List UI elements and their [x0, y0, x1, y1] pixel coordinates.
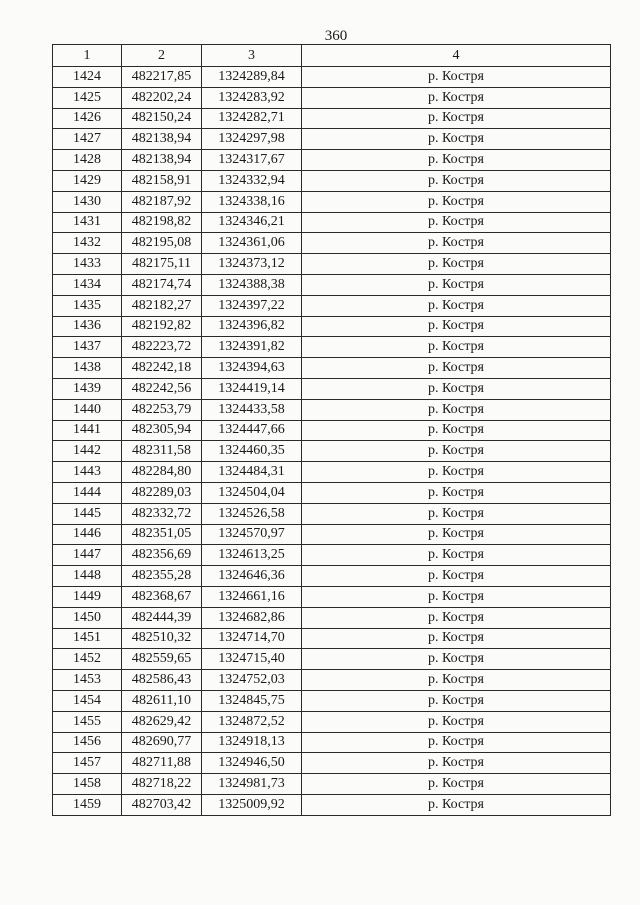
y-coordinate-cell: 1324297,98 [202, 129, 302, 150]
point-number-cell: 1440 [53, 399, 122, 420]
point-number-cell: 1441 [53, 420, 122, 441]
point-number-cell: 1452 [53, 649, 122, 670]
table-row [53, 87, 611, 108]
table-row [53, 67, 611, 88]
description-cell: р. Костря [302, 441, 611, 462]
y-coordinate-cell: 1324283,92 [202, 87, 302, 108]
y-coordinate-cell: 1324484,31 [202, 462, 302, 483]
point-number-cell: 1442 [53, 441, 122, 462]
column-header-3: 3 [202, 45, 302, 67]
point-number-cell: 1436 [53, 316, 122, 337]
x-coordinate-cell: 482703,42 [122, 794, 202, 815]
y-coordinate-cell: 1324397,22 [202, 295, 302, 316]
page-number: 360 [324, 28, 348, 44]
description-cell: р. Костря [302, 586, 611, 607]
y-coordinate-cell: 1324373,12 [202, 254, 302, 275]
table-row [53, 545, 611, 566]
point-number-cell: 1449 [53, 586, 122, 607]
point-number-cell: 1433 [53, 254, 122, 275]
x-coordinate-cell: 482175,11 [122, 254, 202, 275]
x-coordinate-cell: 482559,65 [122, 649, 202, 670]
x-coordinate-cell: 482202,24 [122, 87, 202, 108]
table-row [53, 212, 611, 233]
x-coordinate-cell: 482187,92 [122, 191, 202, 212]
point-number-cell: 1444 [53, 482, 122, 503]
point-number-cell: 1434 [53, 274, 122, 295]
y-coordinate-cell: 1324396,82 [202, 316, 302, 337]
point-number-cell: 1455 [53, 711, 122, 732]
table-row [53, 358, 611, 379]
column-header-1: 1 [53, 45, 122, 67]
x-coordinate-cell: 482223,72 [122, 337, 202, 358]
table-row [53, 670, 611, 691]
y-coordinate-cell: 1324872,52 [202, 711, 302, 732]
point-number-cell: 1435 [53, 295, 122, 316]
x-coordinate-cell: 482332,72 [122, 503, 202, 524]
y-coordinate-cell: 1324394,63 [202, 358, 302, 379]
description-cell: р. Костря [302, 170, 611, 191]
x-coordinate-cell: 482718,22 [122, 774, 202, 795]
point-number-cell: 1429 [53, 170, 122, 191]
table-row [53, 399, 611, 420]
table-row [53, 170, 611, 191]
table-row [53, 316, 611, 337]
column-header-4: 4 [302, 45, 611, 67]
point-number-cell: 1459 [53, 794, 122, 815]
y-coordinate-cell: 1324433,58 [202, 399, 302, 420]
description-cell: р. Костря [302, 628, 611, 649]
description-cell: р. Костря [302, 316, 611, 337]
x-coordinate-cell: 482305,94 [122, 420, 202, 441]
table-row [53, 420, 611, 441]
y-coordinate-cell: 1324460,35 [202, 441, 302, 462]
y-coordinate-cell: 1324289,84 [202, 67, 302, 88]
table-row [53, 503, 611, 524]
x-coordinate-cell: 482150,24 [122, 108, 202, 129]
x-coordinate-cell: 482284,80 [122, 462, 202, 483]
point-number-cell: 1430 [53, 191, 122, 212]
description-cell: р. Костря [302, 690, 611, 711]
y-coordinate-cell: 1324388,38 [202, 274, 302, 295]
y-coordinate-cell: 1324338,16 [202, 191, 302, 212]
y-coordinate-cell: 1324526,58 [202, 503, 302, 524]
description-cell: р. Костря [302, 753, 611, 774]
x-coordinate-cell: 482198,82 [122, 212, 202, 233]
x-coordinate-cell: 482690,77 [122, 732, 202, 753]
description-cell: р. Костря [302, 358, 611, 379]
description-cell: р. Костря [302, 711, 611, 732]
point-number-cell: 1451 [53, 628, 122, 649]
table-row [53, 441, 611, 462]
point-number-cell: 1424 [53, 67, 122, 88]
table-row [53, 690, 611, 711]
y-coordinate-cell: 1324419,14 [202, 378, 302, 399]
point-number-cell: 1425 [53, 87, 122, 108]
y-coordinate-cell: 1324346,21 [202, 212, 302, 233]
coordinates-table [52, 44, 611, 816]
x-coordinate-cell: 482351,05 [122, 524, 202, 545]
point-number-cell: 1439 [53, 378, 122, 399]
table-row [53, 753, 611, 774]
point-number-cell: 1446 [53, 524, 122, 545]
y-coordinate-cell: 1324504,04 [202, 482, 302, 503]
point-number-cell: 1454 [53, 690, 122, 711]
table-row [53, 649, 611, 670]
table-row [53, 524, 611, 545]
point-number-cell: 1432 [53, 233, 122, 254]
point-number-cell: 1428 [53, 150, 122, 171]
point-number-cell: 1453 [53, 670, 122, 691]
table-row [53, 150, 611, 171]
y-coordinate-cell: 1324447,66 [202, 420, 302, 441]
table-row [53, 711, 611, 732]
y-coordinate-cell: 1324752,03 [202, 670, 302, 691]
point-number-cell: 1438 [53, 358, 122, 379]
point-number-cell: 1450 [53, 607, 122, 628]
table-row [53, 607, 611, 628]
x-coordinate-cell: 482586,43 [122, 670, 202, 691]
description-cell: р. Костря [302, 295, 611, 316]
table-row [53, 108, 611, 129]
table-row [53, 254, 611, 275]
y-coordinate-cell: 1324282,71 [202, 108, 302, 129]
description-cell: р. Костря [302, 524, 611, 545]
point-number-cell: 1443 [53, 462, 122, 483]
description-cell: р. Костря [302, 378, 611, 399]
table-row [53, 191, 611, 212]
x-coordinate-cell: 482242,18 [122, 358, 202, 379]
x-coordinate-cell: 482138,94 [122, 129, 202, 150]
x-coordinate-cell: 482182,27 [122, 295, 202, 316]
table-row [53, 732, 611, 753]
y-coordinate-cell: 1324918,13 [202, 732, 302, 753]
table-row [53, 274, 611, 295]
description-cell: р. Костря [302, 274, 611, 295]
table-row [53, 462, 611, 483]
x-coordinate-cell: 482311,58 [122, 441, 202, 462]
description-cell: р. Костря [302, 607, 611, 628]
description-cell: р. Костря [302, 482, 611, 503]
description-cell: р. Костря [302, 503, 611, 524]
description-cell: р. Костря [302, 774, 611, 795]
y-coordinate-cell: 1324714,70 [202, 628, 302, 649]
description-cell: р. Костря [302, 649, 611, 670]
y-coordinate-cell: 1324570,97 [202, 524, 302, 545]
description-cell: р. Костря [302, 545, 611, 566]
point-number-cell: 1431 [53, 212, 122, 233]
description-cell: р. Костря [302, 670, 611, 691]
x-coordinate-cell: 482253,79 [122, 399, 202, 420]
header-row [53, 45, 611, 67]
point-number-cell: 1457 [53, 753, 122, 774]
x-coordinate-cell: 482289,03 [122, 482, 202, 503]
y-coordinate-cell: 1324332,94 [202, 170, 302, 191]
x-coordinate-cell: 482355,28 [122, 566, 202, 587]
description-cell: р. Костря [302, 233, 611, 254]
point-number-cell: 1427 [53, 129, 122, 150]
table-row [53, 586, 611, 607]
point-number-cell: 1437 [53, 337, 122, 358]
description-cell: р. Костря [302, 337, 611, 358]
x-coordinate-cell: 482242,56 [122, 378, 202, 399]
point-number-cell: 1447 [53, 545, 122, 566]
y-coordinate-cell: 1324646,36 [202, 566, 302, 587]
x-coordinate-cell: 482444,39 [122, 607, 202, 628]
table-body [53, 67, 611, 816]
table-row [53, 628, 611, 649]
table-row [53, 482, 611, 503]
x-coordinate-cell: 482510,32 [122, 628, 202, 649]
x-coordinate-cell: 482138,94 [122, 150, 202, 171]
table-row [53, 566, 611, 587]
description-cell: р. Костря [302, 212, 611, 233]
x-coordinate-cell: 482158,91 [122, 170, 202, 191]
point-number-cell: 1445 [53, 503, 122, 524]
x-coordinate-cell: 482611,10 [122, 690, 202, 711]
y-coordinate-cell: 1324946,50 [202, 753, 302, 774]
description-cell: р. Костря [302, 399, 611, 420]
description-cell: р. Костря [302, 794, 611, 815]
description-cell: р. Костря [302, 462, 611, 483]
y-coordinate-cell: 1324317,67 [202, 150, 302, 171]
point-number-cell: 1456 [53, 732, 122, 753]
y-coordinate-cell: 1325009,92 [202, 794, 302, 815]
description-cell: р. Костря [302, 87, 611, 108]
point-number-cell: 1458 [53, 774, 122, 795]
description-cell: р. Костря [302, 129, 611, 150]
table-row [53, 129, 611, 150]
table-row [53, 233, 611, 254]
y-coordinate-cell: 1324981,73 [202, 774, 302, 795]
description-cell: р. Костря [302, 420, 611, 441]
x-coordinate-cell: 482711,88 [122, 753, 202, 774]
table-row [53, 295, 611, 316]
y-coordinate-cell: 1324845,75 [202, 690, 302, 711]
description-cell: р. Костря [302, 566, 611, 587]
x-coordinate-cell: 482195,08 [122, 233, 202, 254]
y-coordinate-cell: 1324682,86 [202, 607, 302, 628]
table-row [53, 774, 611, 795]
y-coordinate-cell: 1324613,25 [202, 545, 302, 566]
x-coordinate-cell: 482174,74 [122, 274, 202, 295]
description-cell: р. Костря [302, 67, 611, 88]
x-coordinate-cell: 482356,69 [122, 545, 202, 566]
description-cell: р. Костря [302, 108, 611, 129]
y-coordinate-cell: 1324391,82 [202, 337, 302, 358]
y-coordinate-cell: 1324661,16 [202, 586, 302, 607]
description-cell: р. Костря [302, 254, 611, 275]
table-row [53, 337, 611, 358]
point-number-cell: 1448 [53, 566, 122, 587]
y-coordinate-cell: 1324715,40 [202, 649, 302, 670]
x-coordinate-cell: 482368,67 [122, 586, 202, 607]
table-row [53, 794, 611, 815]
point-number-cell: 1426 [53, 108, 122, 129]
table-row [53, 378, 611, 399]
description-cell: р. Костря [302, 732, 611, 753]
description-cell: р. Костря [302, 191, 611, 212]
description-cell: р. Костря [302, 150, 611, 171]
column-header-2: 2 [122, 45, 202, 67]
x-coordinate-cell: 482192,82 [122, 316, 202, 337]
y-coordinate-cell: 1324361,06 [202, 233, 302, 254]
x-coordinate-cell: 482629,42 [122, 711, 202, 732]
x-coordinate-cell: 482217,85 [122, 67, 202, 88]
